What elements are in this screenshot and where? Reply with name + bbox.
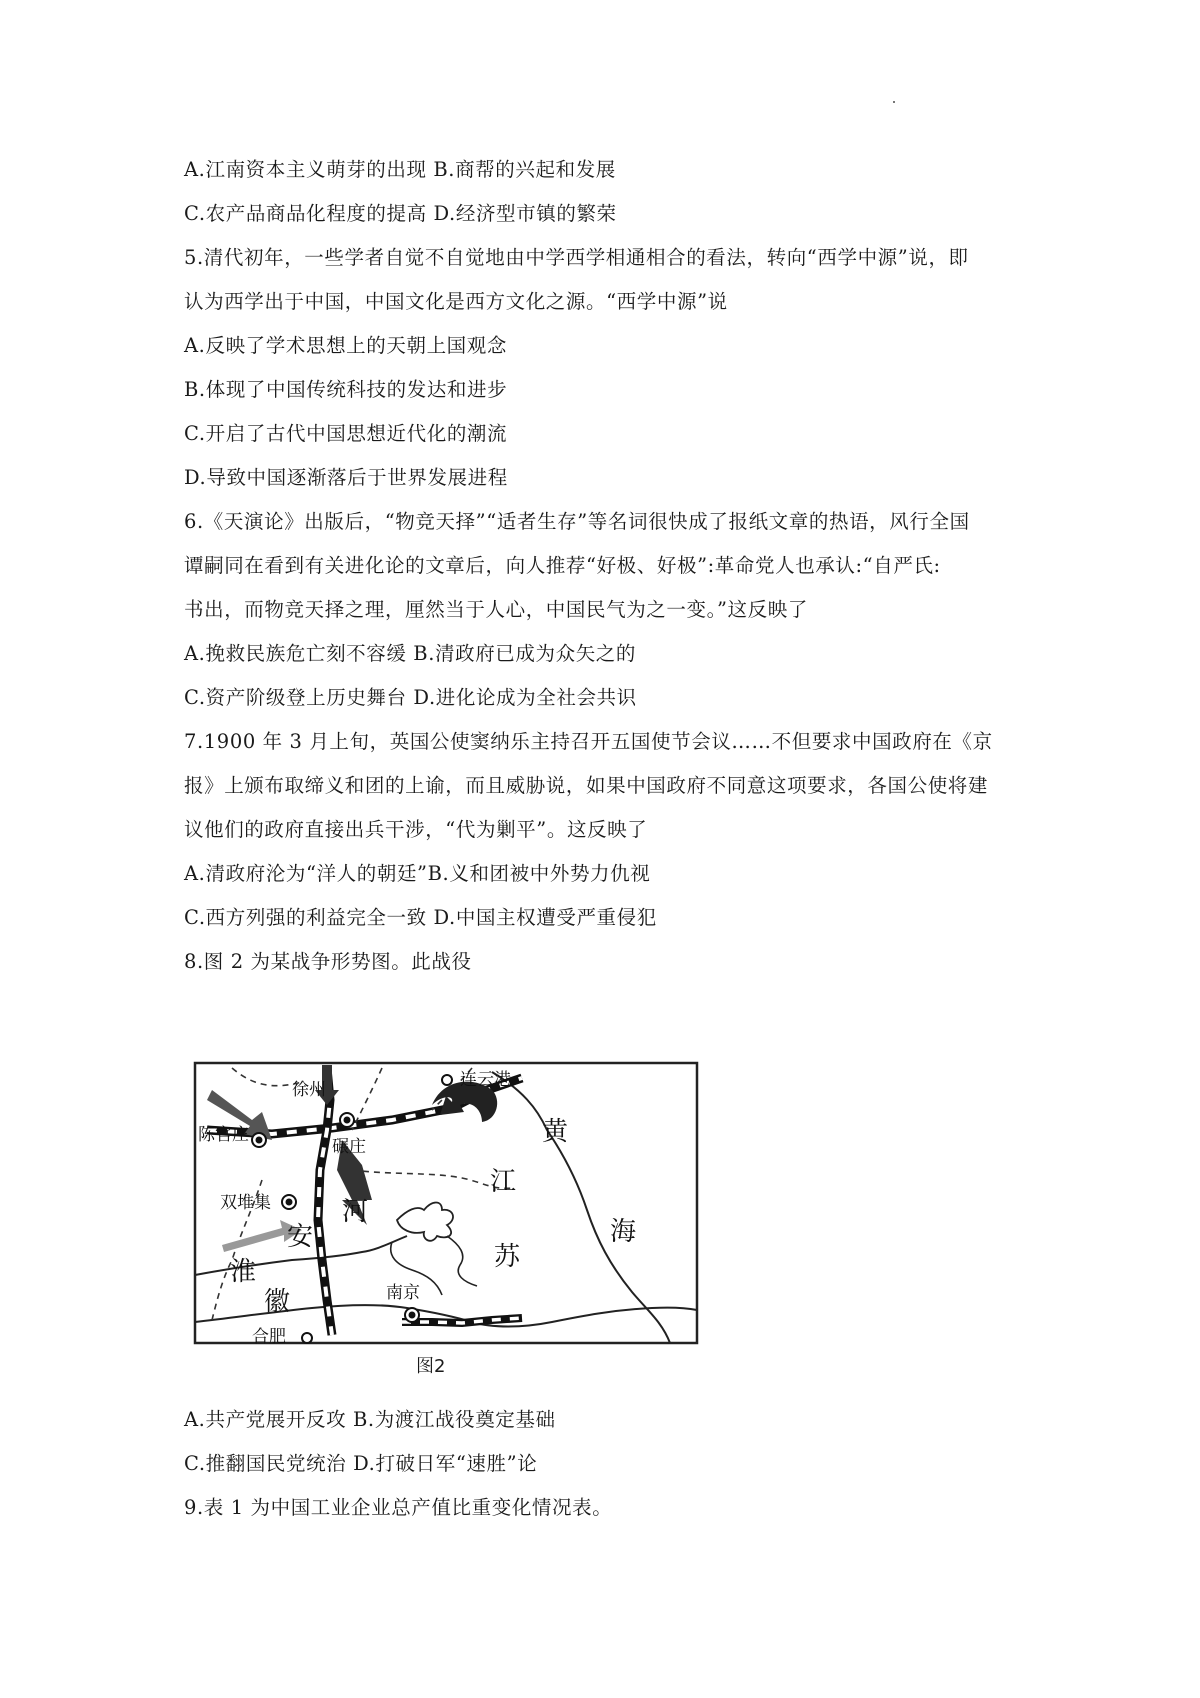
option-line: A.共产党展开反攻 B.为渡江战役奠定基础 xyxy=(184,1408,556,1431)
option-line: A.江南资本主义萌芽的出现 B.商帮的兴起和发展 xyxy=(184,158,616,181)
map-label-chenguanzhuang: 陈官庄 xyxy=(198,1125,249,1145)
scan-speck xyxy=(893,101,895,103)
option-line: A.清政府沦为“洋人的朝廷”B.义和团被中外势力仇视 xyxy=(184,862,651,885)
map-label-xuzhou: 徐州 xyxy=(292,1080,326,1100)
option-line: C.西方列强的利益完全一致 D.中国主权遭受严重侵犯 xyxy=(184,906,657,929)
option-line: D.导致中国逐渐落后于世界发展进程 xyxy=(184,466,508,489)
option-line: C.推翻国民党统治 D.打破日军“速胜”论 xyxy=(184,1452,538,1475)
map-label-lianyungang: 连云港 xyxy=(460,1070,511,1090)
map-label-nianzhuang: 碾庄 xyxy=(332,1137,366,1157)
question-5-stem-cont: 认为西学出于中国，中国文化是西方文化之源。“西学中源”说 xyxy=(184,290,728,313)
option-line: A.反映了学术思想上的天朝上国观念 xyxy=(184,334,507,357)
map-label-hui: 徽 xyxy=(264,1287,291,1317)
question-8-stem: 8.图 2 为某战争形势图。此战役 xyxy=(184,950,472,973)
question-6-stem: 6.《天演论》出版后，“物竞天择”“适者生存”等名词很快成了报纸文章的热语，风行全国 xyxy=(184,510,970,533)
question-6-stem-cont: 书出，而物竞天择之理，厘然当于人心，中国民气为之一变。”这反映了 xyxy=(184,598,808,621)
map-label-huai: 淮 xyxy=(230,1257,257,1287)
map-label-su: 苏 xyxy=(494,1242,521,1272)
option-line: C.开启了古代中国思想近代化的潮流 xyxy=(184,422,508,445)
question-7-stem: 7.1900 年 3 月上旬，英国公使窦纳乐主持召开五国使节会议……不但要求中国政府在《京 xyxy=(184,730,993,753)
map-label-hai: 海 xyxy=(610,1217,637,1247)
map-label-he: 河 xyxy=(342,1197,369,1227)
map-label-huang: 黄 xyxy=(542,1117,569,1147)
figure-caption: 图2 xyxy=(416,1356,446,1377)
question-7-stem-cont: 报》上颁布取缔义和团的上谕，而且威胁说，如果中国政府不同意这项要求，各国公使将建 xyxy=(184,774,989,797)
map-label-hefei: 合肥 xyxy=(252,1327,286,1346)
question-9-stem: 9.表 1 为中国工业企业总产值比重变化情况表。 xyxy=(184,1496,613,1519)
question-7-stem-cont: 议他们的政府直接出兵干涉，“代为剿平”。这反映了 xyxy=(184,818,648,841)
option-line: A.挽救民族危亡刻不容缓 B.清政府已成为众矢之的 xyxy=(184,642,637,665)
battle-map-figure xyxy=(192,1060,700,1346)
map-label-nanjing: 南京 xyxy=(386,1283,420,1303)
option-line: B.体现了中国传统科技的发达和进步 xyxy=(184,378,508,401)
question-6-stem-cont: 谭嗣同在看到有关进化论的文章后，向人推荐“好极、好极”:革命党人也承认:“自严氏: xyxy=(184,554,941,577)
map-label-shuangduiji: 双堆集 xyxy=(220,1193,271,1213)
map-label-an: 安 xyxy=(287,1222,314,1252)
map-label-jiang: 江 xyxy=(490,1167,517,1197)
option-line: C.资产阶级登上历史舞台 D.进化论成为全社会共识 xyxy=(184,686,637,709)
question-5-stem: 5.清代初年，一些学者自觉不自觉地由中学西学相通相合的看法，转向“西学中源”说，即 xyxy=(184,246,969,269)
option-line: C.农产品商品化程度的提高 D.经济型市镇的繁荣 xyxy=(184,202,617,225)
